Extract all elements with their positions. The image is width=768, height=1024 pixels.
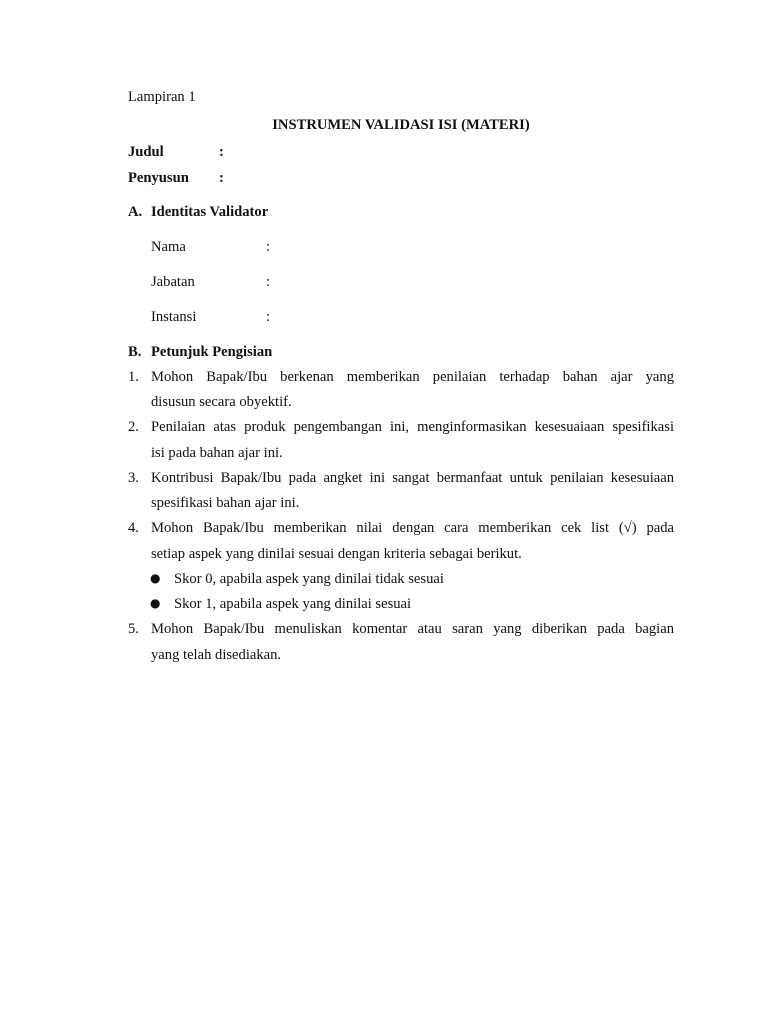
- list-item-text: Mohon Bapak/Ibu berkenan memberikan penilaian terhadap bahan ajar yang: [151, 369, 674, 385]
- list-item-number: 4.: [128, 520, 139, 536]
- list-item-text: Mohon Bapak/Ibu memberikan nilai dengan cara memberikan cek list (√) pada: [151, 520, 674, 536]
- field-jabatan-colon: :: [266, 274, 271, 290]
- field-nama-label: Nama: [151, 239, 186, 255]
- bullet-icon: ●: [150, 571, 161, 585]
- list-item-text: yang telah disediakan.: [151, 647, 282, 663]
- field-nama-colon: :: [266, 239, 271, 255]
- section-b-heading: Petunjuk Pengisian: [151, 344, 273, 360]
- list-item-text: spesifikasi bahan ajar ini.: [151, 495, 300, 511]
- list-item-number: 2.: [128, 419, 139, 435]
- bullet-item-text: Skor 1, apabila aspek yang dinilai sesuai: [174, 596, 412, 612]
- list-item-text: Mohon Bapak/Ibu menuliskan komentar atau saran yang diberikan pada bagian: [151, 621, 674, 637]
- list-item-text: setiap aspek yang dinilai sesuai dengan kriteria sebagai berikut.: [151, 546, 522, 562]
- penyusun-colon: :: [219, 170, 224, 186]
- list-item-number: 5.: [128, 621, 139, 637]
- penyusun-label: Penyusun: [128, 170, 189, 186]
- section-a-heading: Identitas Validator: [151, 204, 269, 220]
- document-title: INSTRUMEN VALIDASI ISI (MATERI): [272, 117, 530, 133]
- list-item-number: 1.: [128, 369, 139, 385]
- list-item-text: Penilaian atas produk pengembangan ini, menginformasikan kesesuaiaan spesifikasi: [151, 419, 674, 435]
- field-instansi-colon: :: [266, 309, 271, 325]
- bullet-icon: ●: [150, 596, 161, 610]
- section-b-letter: B.: [128, 344, 142, 360]
- list-item-text: disusun secara obyektif.: [151, 394, 292, 410]
- bullet-item-text: Skor 0, apabila aspek yang dinilai tidak sesuai: [174, 571, 444, 587]
- section-a-letter: A.: [128, 204, 143, 220]
- list-item-text: Kontribusi Bapak/Ibu pada angket ini sangat bermanfaat untuk penilaian kesesuiaan: [151, 470, 674, 486]
- judul-colon: :: [219, 144, 224, 160]
- field-jabatan-label: Jabatan: [151, 274, 195, 290]
- appendix-label: Lampiran 1: [128, 89, 196, 105]
- list-item-number: 3.: [128, 470, 139, 486]
- judul-label: Judul: [128, 144, 164, 160]
- field-instansi-label: Instansi: [151, 309, 197, 325]
- list-item-text: isi pada bahan ajar ini.: [151, 445, 283, 461]
